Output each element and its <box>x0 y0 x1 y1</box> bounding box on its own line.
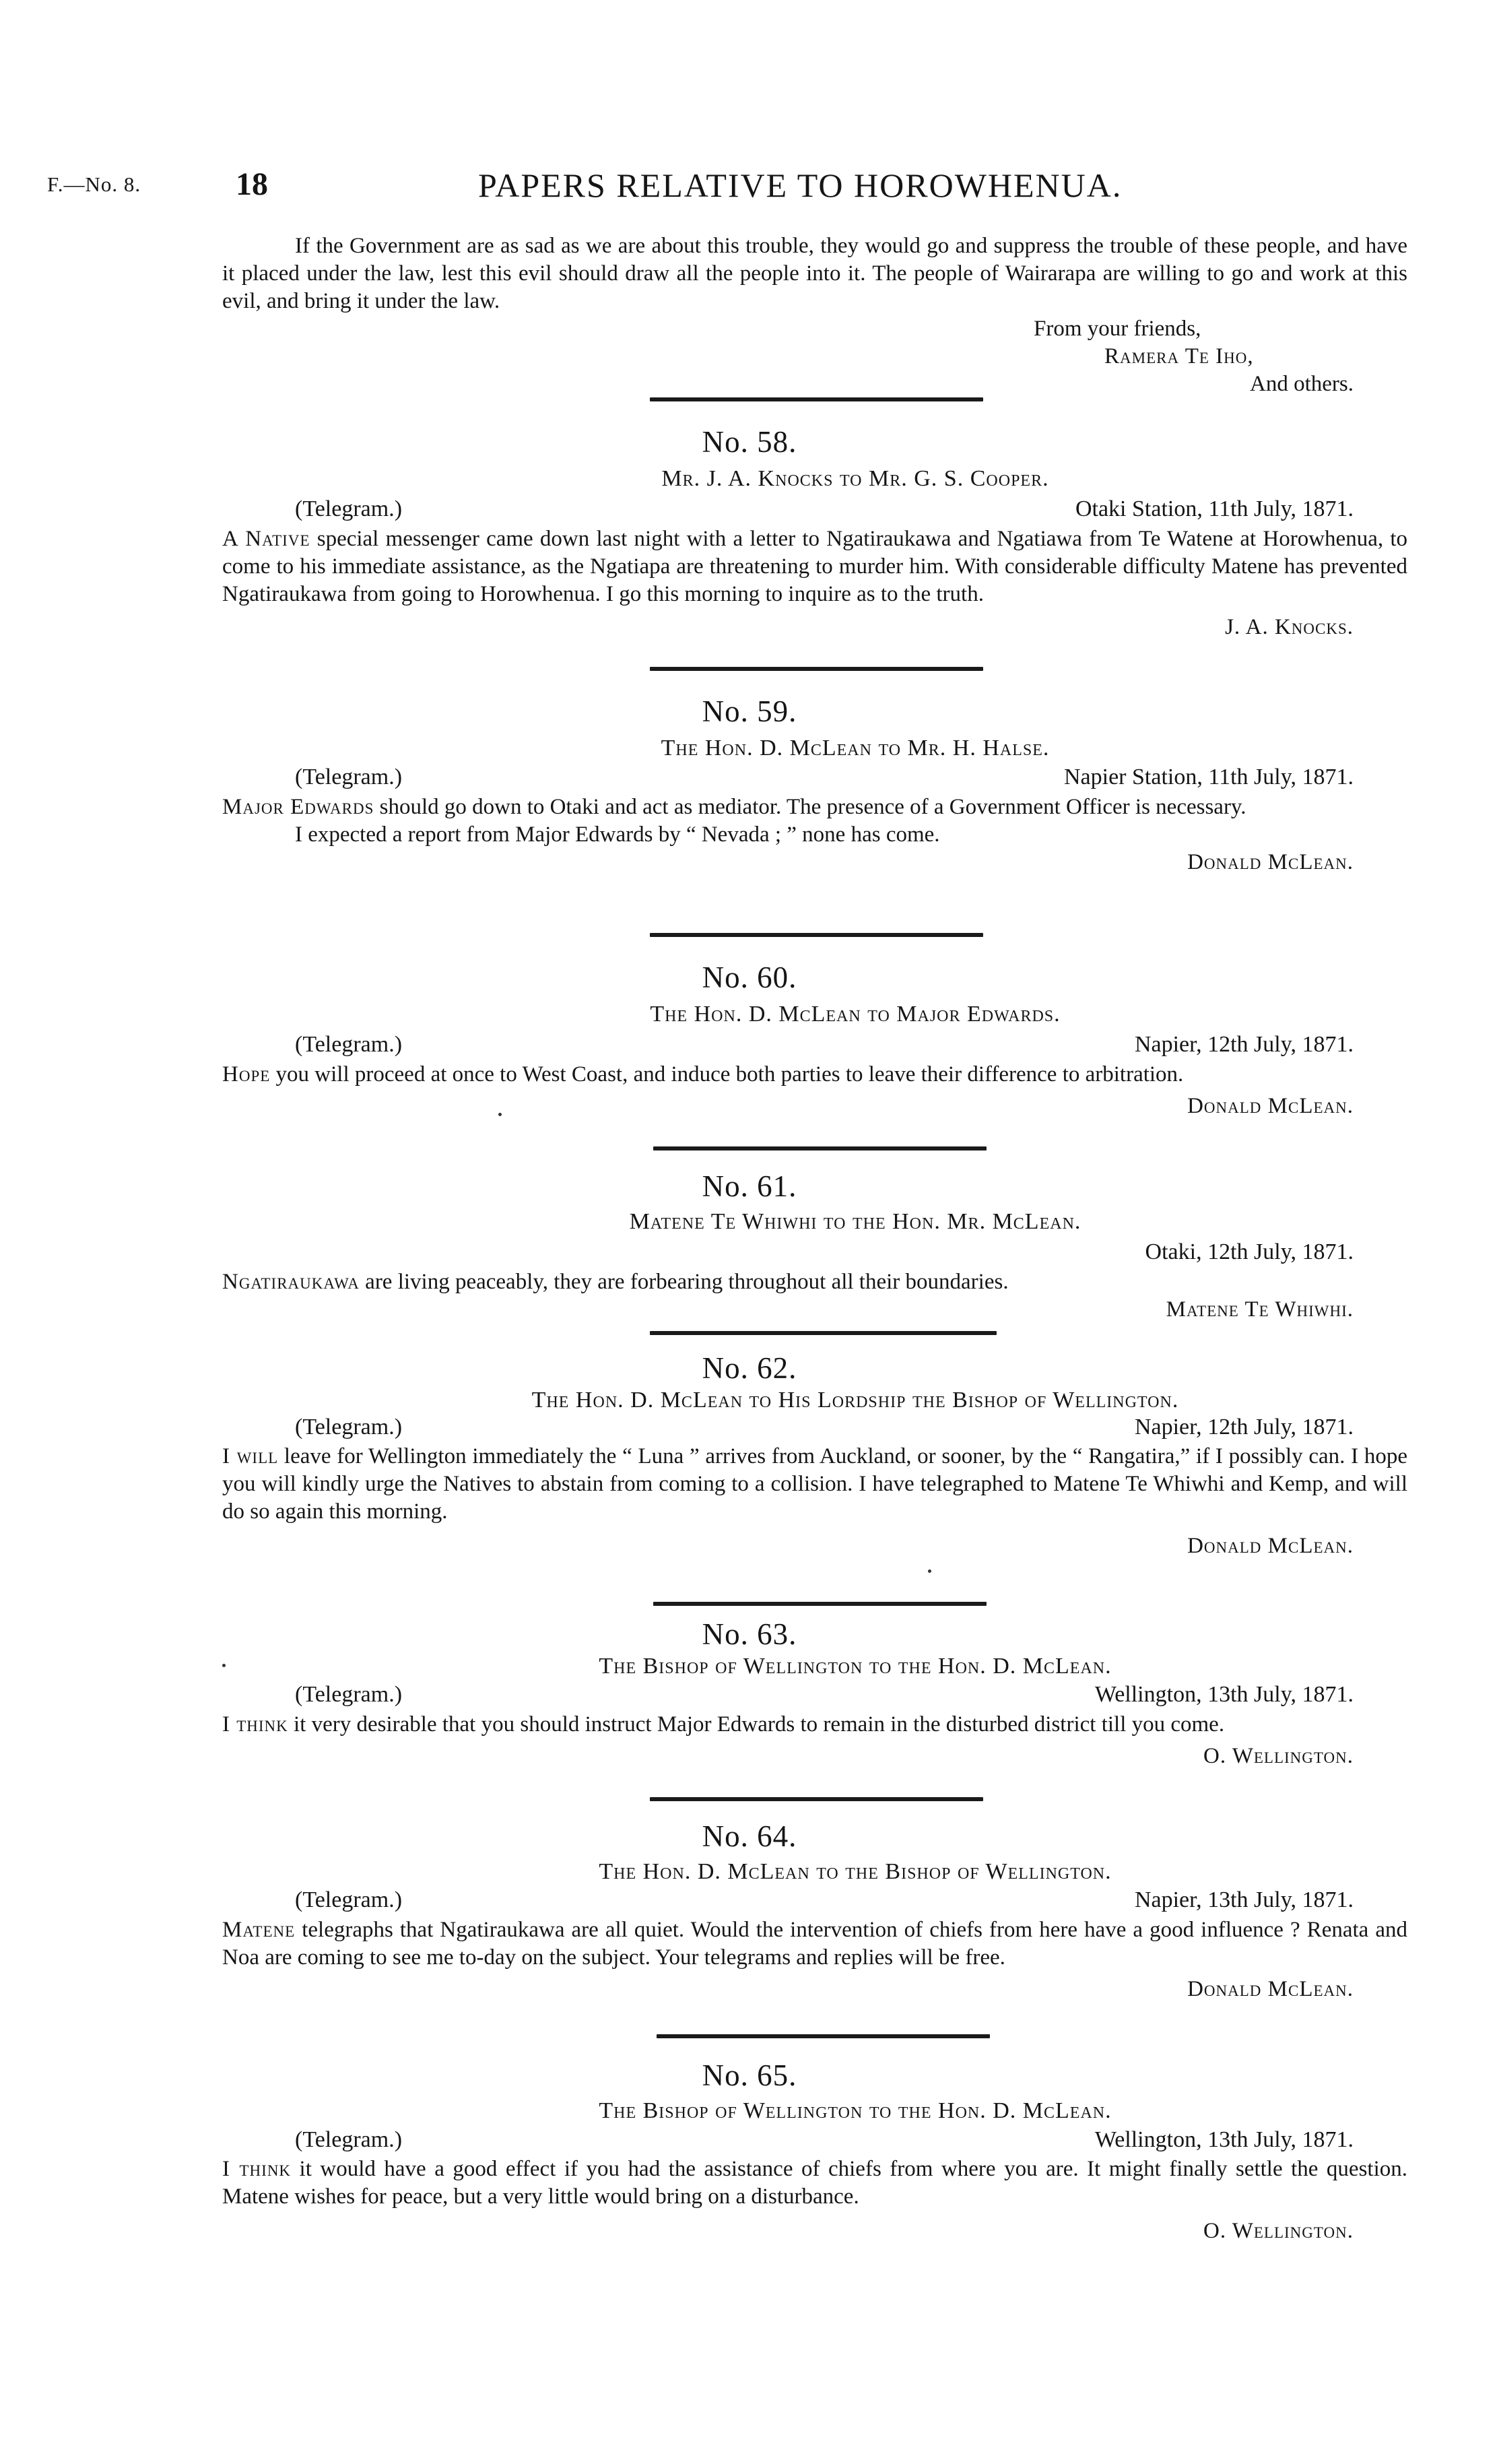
telegram-label: (Telegram.) <box>295 496 403 521</box>
page-number: 18 <box>236 166 268 202</box>
telegram-label: (Telegram.) <box>295 1032 403 1057</box>
body-lead: I will <box>222 1444 279 1468</box>
letter-number: No. 63. <box>702 1617 797 1651</box>
letter-body <box>222 1916 1407 2003</box>
intro-signer: Ramera Te Iho, <box>1104 344 1254 368</box>
body-lead: Ngatiraukawa <box>222 1270 360 1294</box>
place-date: Otaki Station, 11th July, 1871. <box>1075 496 1354 521</box>
signature: O. Wellington. <box>1203 1744 1354 1768</box>
body-lead: I think <box>222 1712 288 1737</box>
letter-number: No. 59. <box>702 694 797 728</box>
section-rule <box>653 1146 987 1150</box>
section-rule <box>650 667 983 671</box>
letter-body <box>222 1443 1407 1560</box>
telegram-label: (Telegram.) <box>295 1887 403 1912</box>
letter-meta <box>222 1032 1407 1062</box>
letter-headline: The Hon. D. McLean to Mr. H. Halse. <box>661 736 1050 760</box>
letter-headline: The Hon. D. McLean to the Bishop of Wellington. <box>599 1859 1112 1884</box>
place-date: Napier Station, 11th July, 1871. <box>1064 765 1354 789</box>
paper-reference: F.—No. 8. <box>47 172 141 196</box>
body-text: should go down to Otaki and act as mediator. The presence of a Government Officer is necessary. <box>374 795 1246 819</box>
letter-headline: Matene Te Whiwhi to the Hon. Mr. McLean. <box>629 1209 1081 1234</box>
letter-number: No. 61. <box>702 1169 797 1203</box>
telegram-label: (Telegram.) <box>295 1682 403 1707</box>
letter-headline: The Bishop of Wellington to the Hon. D. McLean. <box>599 1654 1112 1679</box>
body-text: you will proceed at once to West Coast, and induce both parties to leave their difference to arbitration. <box>270 1062 1184 1087</box>
section-rule <box>650 397 983 401</box>
running-title: PAPERS RELATIVE TO HOROWHENUA. <box>478 166 1123 204</box>
body-lead: I think <box>222 2157 292 2181</box>
letter-headline: The Bishop of Wellington to the Hon. D. McLean. <box>599 2098 1112 2123</box>
body-lead: Matene <box>222 1918 296 1942</box>
signature: Donald McLean. <box>1187 1094 1354 1118</box>
intro-others: And others. <box>1250 372 1354 396</box>
body-text: it would have a good effect if you had the assistance of chiefs from where you are. It might finally settle the question. Matene wishes for peace, but a very little would bring on a disturbance. <box>222 2157 1407 2209</box>
intro-paragraph: If the Government are as sad as we are about this trouble, they would go and suppress the trouble of these people, and have it placed under the law, lest this evil should draw all the people into it. The people of Wairarapa are willing to go and work at this evil, and bring it under the law. <box>222 234 1407 313</box>
signature: Donald McLean. <box>1187 1534 1354 1558</box>
place-date: Napier, 12th July, 1871. <box>1134 1032 1354 1057</box>
letter-body <box>222 1711 1407 1770</box>
letter-headline: Mr. J. A. Knocks to Mr. G. S. Cooper. <box>661 466 1049 491</box>
letter-meta <box>222 496 1407 526</box>
signature: O. Wellington. <box>1203 2219 1354 2243</box>
body-text: leave for Wellington immediately the “ Luna ” arrives from Auckland, or sooner, by the “ Rangatira,” if I possibly can. I hope you will kindly urge the Natives to abstain from coming to a collision. I have telegraphed to Matene Te Whiwhi and Kemp, and will do so again this morning. <box>222 1444 1407 1524</box>
letter-headline: The Hon. D. McLean to Major Edwards. <box>650 1002 1061 1027</box>
letter-number: No. 62. <box>702 1351 797 1385</box>
letter-body <box>222 793 1407 876</box>
place-date: Napier, 13th July, 1871. <box>1134 1887 1354 1912</box>
letter-meta <box>222 1415 1407 1444</box>
letter-number: No. 64. <box>702 1819 797 1853</box>
letter-body <box>222 525 1407 641</box>
section-rule <box>650 933 983 937</box>
place-date: Otaki, 12th July, 1871. <box>1145 1239 1354 1264</box>
letter-meta <box>222 1887 1407 1917</box>
signature: Matene Te Whiwhi. <box>1166 1297 1354 1322</box>
section-rule <box>653 1602 987 1606</box>
place-date: Wellington, 13th July, 1871. <box>1094 2127 1354 2152</box>
letter-number: No. 65. <box>702 2058 797 2092</box>
scan-speck <box>222 1664 226 1667</box>
letter-meta <box>222 2127 1407 2157</box>
letter-body <box>222 2155 1407 2245</box>
section-rule <box>650 1797 983 1801</box>
section-rule <box>657 2034 990 2038</box>
telegram-label: (Telegram.) <box>295 765 403 789</box>
telegram-label: (Telegram.) <box>295 2127 403 2152</box>
letter-body <box>222 1268 1407 1324</box>
running-head <box>40 166 1459 206</box>
intro-letter <box>222 232 1407 398</box>
signature: Donald McLean. <box>1187 850 1354 874</box>
place-date: Napier, 12th July, 1871. <box>1134 1415 1354 1439</box>
signature: Donald McLean. <box>1187 1977 1354 2001</box>
letter-number: No. 60. <box>702 961 797 994</box>
body-lead: Hope <box>222 1062 271 1087</box>
telegram-label: (Telegram.) <box>295 1415 403 1439</box>
body-text: special messenger came down last night with a letter to Ngatiraukawa and Ngatiawa from Te Watene at Horowhenua, to come to his immediate assistance, as the Ngatiapa are threatening to murder him. With considerable difficulty Matene has prevented Ngatiraukawa from going to Horowhenua. I go this morning to inquire as to the truth. <box>222 527 1407 606</box>
scan-speck <box>498 1113 502 1116</box>
body-text: are living peaceably, they are forbearing throughout all their boundaries. <box>359 1270 1009 1294</box>
letter-meta <box>222 1239 1407 1269</box>
body-text: telegraphs that Ngatiraukawa are all quiet. Would the intervention of chiefs from here have a good influence ? Renata and Noa are coming to see me to-day on the subject. Your telegrams and replies will be free. <box>222 1918 1407 1970</box>
body-lead: A Native <box>222 527 310 551</box>
intro-closing: From your friends, <box>1034 317 1201 341</box>
body-text-2: I expected a report from Major Edwards by “ Nevada ; ” none has come. <box>295 822 940 847</box>
signature: J. A. Knocks. <box>1225 615 1354 639</box>
letter-meta <box>222 765 1407 794</box>
body-lead: Major Edwards <box>222 795 374 819</box>
letter-headline: The Hon. D. McLean to His Lordship the Bishop of Wellington. <box>531 1388 1179 1413</box>
body-text: it very desirable that you should instruct Major Edwards to remain in the disturbed district till you come. <box>288 1712 1225 1737</box>
letter-meta <box>222 1682 1407 1712</box>
section-rule <box>650 1331 997 1335</box>
letter-number: No. 58. <box>702 425 797 459</box>
place-date: Wellington, 13th July, 1871. <box>1094 1682 1354 1707</box>
letter-body <box>222 1061 1407 1120</box>
scan-speck <box>928 1569 931 1573</box>
